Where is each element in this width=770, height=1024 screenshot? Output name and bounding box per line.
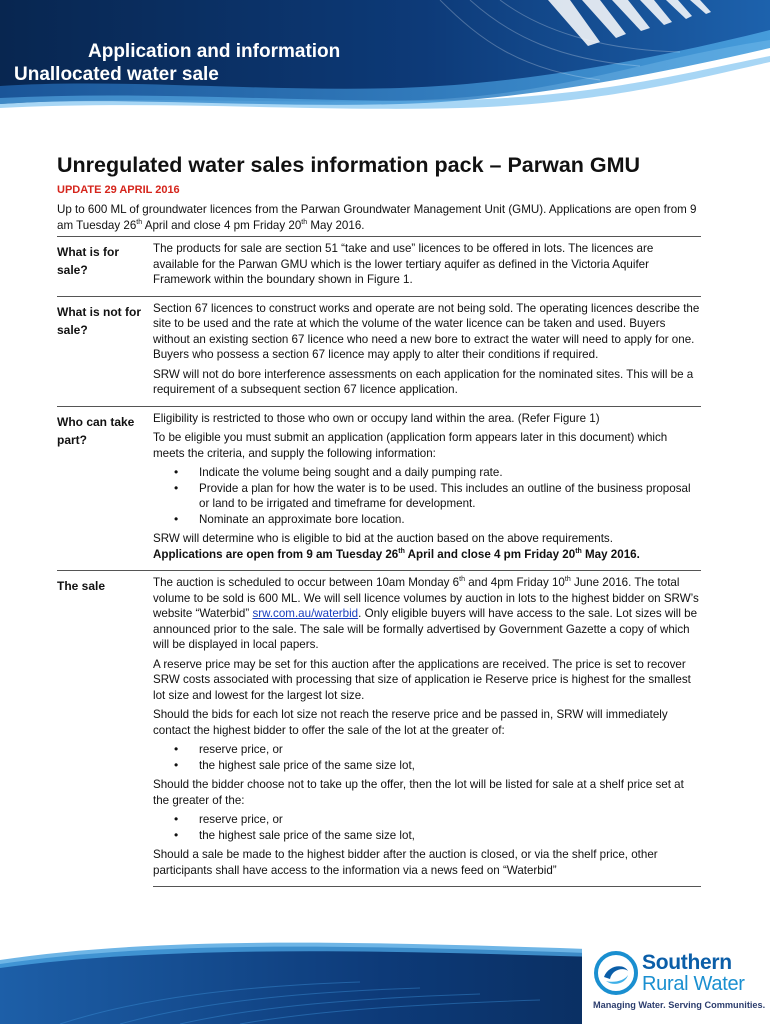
document-body — [57, 150, 701, 887]
paragraph: SRW will determine who is eligible to bid at the auction based on the above requirements. — [153, 532, 613, 545]
paragraph: Section 67 licences to construct works and operate are not being sold. The operating licences describe the site to be used and the rate at which the volume of the water licence can be taken and used. Buyers without an existing section 67 licence who need a new bore to extract the water will need to apply for one. Buyers who possess a section 67 licence may apply to alter their conditions if required. — [153, 301, 700, 361]
paragraph: Should the bids for each lot size not reach the reserve price and be passed in, SRW will immediately contact the highest bidder to offer the sale of the lot at the greater of: — [153, 708, 668, 737]
paragraph: A reserve price may be set for this auction after the applications are received. The price is set to recover SRW costs associated with processing that size of application ie Reserve price is highest for the smallest lot size and lowest for the largest lot size. — [153, 657, 691, 702]
bottom-divider — [153, 886, 701, 887]
intro-sup: th — [301, 218, 308, 226]
list-item: • Indicate the volume being sought and a daily pumping rate. — [153, 465, 701, 481]
header-banner — [0, 0, 770, 112]
paragraph-text: . Only eligible buyers will have access to the sale. Lot sizes will be announced prior to the sale. The sale will be formally advertised by Government Gazette a copy of which will be displayed in local papers. — [153, 607, 698, 651]
paragraph: To be eligible you must submit an application (application form appears later in this document) which meets the criteria, and supply the following information: — [153, 431, 668, 460]
section-what-is-not-for-sale — [57, 296, 701, 406]
paragraph-text: June 2016. The total volume to be sold is 600 ML. We will sell licence volumes by auction in lots to the highest bidder on SRW’s website “Waterbid” — [153, 576, 699, 620]
update-notice: UPDATE 29 APRIL 2016 — [57, 184, 180, 196]
paragraph: Should a sale be made to the highest bidder after the auction is closed, or via the shelf price, other participants shall have access to the information via a news feed on “Waterbid” — [153, 848, 658, 877]
section-who-can-take-part — [57, 406, 701, 571]
logo-text-rural-water: Rural Water — [642, 973, 745, 995]
intro-text: May 2016. — [307, 218, 365, 232]
paragraph: Eligibility is restricted to those who own or occupy land within the area. (Refer Figure 1) — [153, 411, 600, 425]
list-item: • the highest sale price of the same size lot, — [153, 828, 701, 844]
section-content — [153, 575, 701, 882]
southern-rural-water-logo — [582, 938, 770, 1024]
paragraph: Should the bidder choose not to take up the offer, then the lot will be listed for sale at a shelf price set at the greater of the: — [153, 778, 684, 807]
document-title: Unregulated water sales information pack – Parwan GMU — [57, 153, 641, 177]
section-label: What is for sale? — [57, 245, 119, 277]
notice-text: April and close 4 pm Friday 20 — [404, 547, 576, 561]
list-item: • reserve price, or — [153, 812, 701, 828]
section-content — [153, 301, 701, 402]
banner-title — [0, 40, 420, 86]
applications-open-notice — [153, 547, 701, 563]
notice-sup: th — [575, 547, 582, 555]
swirl-logo-icon — [594, 951, 638, 995]
greater-of-list — [153, 742, 701, 773]
section-label: The sale — [57, 579, 106, 593]
paragraph: The products for sale are section 51 “take and use” licences to be offered in lots. The licences are available for the Parwan GMU which is the lower tertiary aquifer as defined in the Victoria Aquifer Framework within the boundary shown in Figure 1. — [153, 242, 654, 286]
intro-text: Up to 600 ML of groundwater licences from the Parwan Groundwater Management Unit (GMU). Applications are open from 9 am Tuesday 26 — [57, 203, 697, 232]
banner-title-line1: Application and information — [88, 41, 341, 62]
banner-title-line2: Unallocated water sale — [14, 64, 219, 85]
list-item: • Provide a plan for how the water is to be used. This includes an outline of the business proposal or land to be irrigated and timeframe for development. — [153, 481, 701, 512]
section-content — [153, 241, 701, 292]
paragraph-sup: th — [564, 576, 571, 584]
section-what-is-for-sale — [57, 236, 701, 296]
intro-text: April and close 4 pm Friday 20 — [142, 218, 302, 232]
intro-sup: th — [136, 218, 143, 226]
notice-text: Applications are open from 9 am Tuesday 26 — [153, 547, 399, 561]
section-content — [153, 411, 701, 567]
paragraph: SRW will not do bore interference assessments on each application for the nominated sites. This will be a requirement of a subsequent section 67 licence application. — [153, 367, 694, 396]
shelf-price-list — [153, 812, 701, 843]
list-item: • the highest sale price of the same size lot, — [153, 758, 701, 774]
requirements-list — [153, 465, 701, 527]
list-item: • reserve price, or — [153, 742, 701, 758]
waterbid-link[interactable]: srw.com.au/waterbid — [252, 607, 359, 620]
section-label: Who can take part? — [57, 414, 135, 447]
intro-paragraph — [57, 202, 701, 233]
paragraph-text: and 4pm Friday 10 — [464, 576, 565, 589]
paragraph-sup: th — [459, 576, 465, 584]
list-item: • Nominate an approximate bore location. — [153, 512, 701, 528]
section-label: What is not for sale? — [57, 304, 141, 337]
logo-tagline: Managing Water. Serving Communities. — [593, 1000, 766, 1010]
paragraph-text: The auction is scheduled to occur between 10am Monday 6 — [153, 576, 460, 589]
auction-paragraph — [153, 575, 701, 653]
notice-text: May 2016. — [581, 547, 640, 561]
section-the-sale — [57, 570, 701, 886]
notice-sup: th — [398, 547, 405, 555]
logo-text-southern: Southern — [642, 951, 732, 974]
